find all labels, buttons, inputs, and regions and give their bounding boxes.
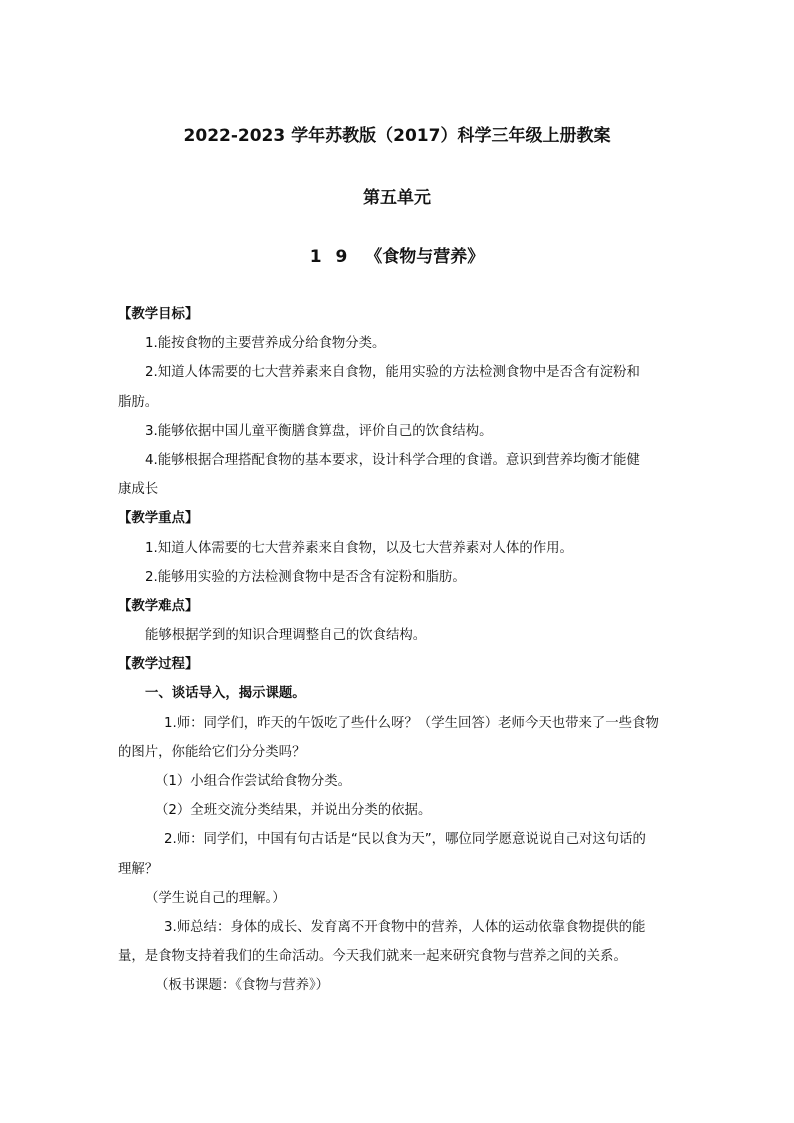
section-heading-goals: 【教学目标】: [118, 307, 199, 322]
process-paragraph-continued: 的图片，你能给它们分分类吗？: [118, 744, 306, 760]
process-paragraph-continued: 理解？: [118, 861, 159, 877]
section-heading-key-points: 【教学重点】: [118, 511, 199, 527]
key-point-item: 1.知道人体需要的七大营养素来自食物，以及七大营养素对人体的作用。: [145, 540, 573, 556]
process-note: （学生说自己的理解。）: [145, 890, 286, 906]
lesson-title: 《食物与营养》: [365, 247, 485, 267]
section-heading-difficulties: 【教学难点】: [118, 598, 199, 614]
process-paragraph: 1.师：同学们，昨天的午饭吃了些什么呀？（学生回答）老师今天也带来了一些食物: [164, 715, 659, 731]
process-step-heading: 一、谈话导入，揭示课题。: [145, 686, 306, 702]
process-note: （板书课题：《食物与营养》）: [155, 978, 330, 994]
lesson-body: [118, 300, 678, 1001]
goal-item: 1.能按食物的主要营养成分给食物分类。: [145, 336, 386, 352]
goal-item: 4.能够根据合理搭配食物的基本要求，设计科学合理的食谱。意识到营养均衡才能健: [145, 452, 640, 468]
lesson-number: 1 9: [309, 247, 352, 267]
key-point-item: 2.能够用实验的方法检测食物中是否含有淀粉和脂肪。: [145, 569, 466, 585]
process-subitem: （1）小组合作尝试给食物分类。: [155, 774, 351, 789]
process-paragraph-continued: 量，是食物支持着我们的生命活动。今天我们就来一起来研究食物与营养之间的关系。: [118, 949, 627, 965]
goal-item-continued: 康成长: [118, 482, 159, 498]
difficulty-item: 能够根据学到的知识合理调整自己的饮食结构。: [145, 628, 427, 644]
section-heading-process: 【教学过程】: [118, 657, 199, 673]
process-paragraph: 2.师：同学们，中国有句古话是“民以食为天”，哪位同学愿意说说自己对这句话的: [164, 832, 646, 848]
goal-item: 2.知道人体需要的七大营养素来自食物，能用实验的方法检测食物中是否含有淀粉和: [145, 365, 640, 381]
process-paragraph: 3.师总结：身体的成长、发育离不开食物中的营养，人体的运动依靠食物提供的能: [164, 919, 646, 935]
lesson-heading: [0, 247, 794, 267]
unit-heading: 第五单元: [363, 188, 431, 208]
document-title: 2022-2023 学年苏教版（2017）科学三年级上册教案: [183, 126, 611, 146]
goal-item-continued: 脂肪。: [118, 394, 159, 410]
process-subitem: （2）全班交流分类结果，并说出分类的依据。: [155, 803, 432, 819]
goal-item: 3.能够依据中国儿童平衡膳食算盘，评价自己的饮食结构。: [145, 423, 493, 439]
